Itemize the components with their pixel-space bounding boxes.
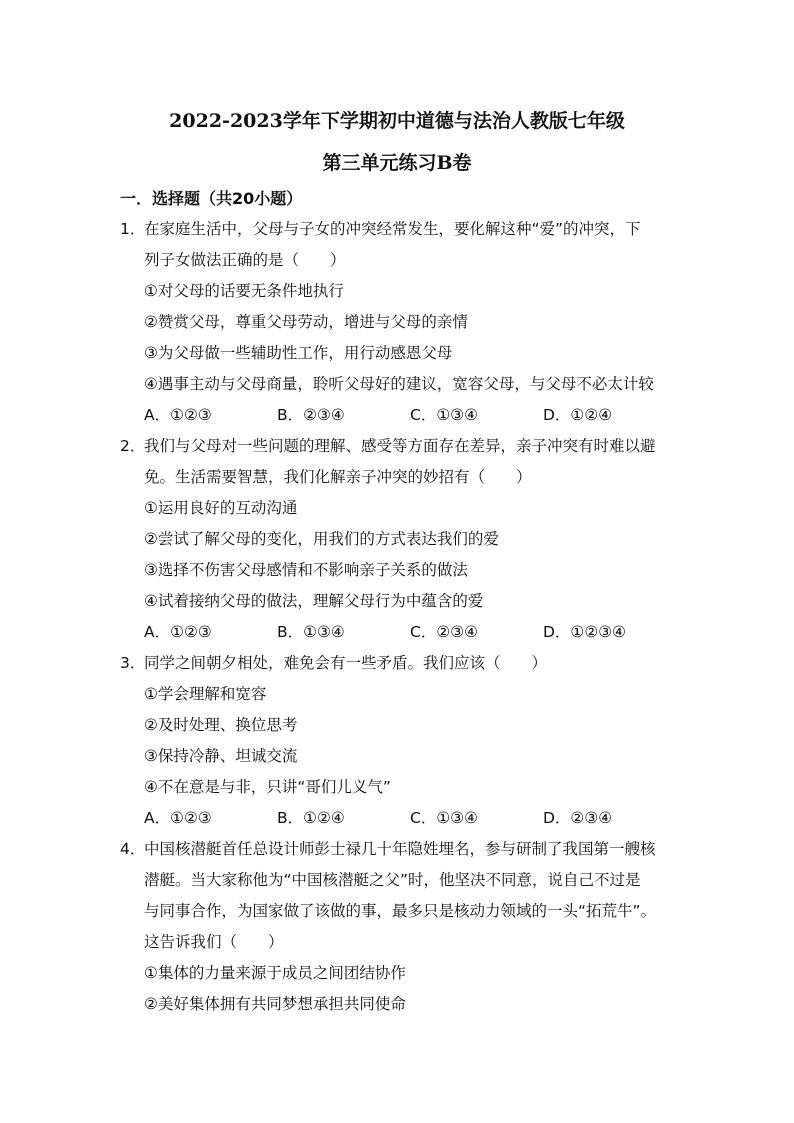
question-stem-text: 我们与父母对一些问题的理解、感受等方面存在差异，亲子冲突有时难以避	[144, 437, 656, 455]
answer-option-b[interactable]: B．①②④	[277, 809, 345, 827]
question-stem-text: 在家庭生活中，父母与子女的冲突经常发生，要化解这种“爱”的冲突，下	[144, 220, 641, 238]
question-stem-line	[120, 214, 680, 245]
answer-option-b[interactable]: B．②③④	[277, 406, 345, 424]
question-2	[120, 431, 680, 648]
statement-item: ①学会理解和宽容	[144, 685, 267, 703]
question-stem-line	[120, 927, 680, 958]
document-title: 2022-2023学年下学期初中道德与法治人教版七年级	[169, 110, 625, 132]
statement-item: ④试着接纳父母的做法，理解父母行为中蕴含的爱	[144, 592, 484, 610]
question-stem-text: 潜艇。当大家称他为“中国核潜艇之父”时，他坚决不同意，说自己不过是	[144, 871, 641, 889]
answer-choices	[120, 617, 680, 648]
answer-choices	[120, 400, 680, 431]
statement-item: ④不在意是与非，只讲“哥们儿义气”	[144, 778, 391, 796]
question-number: 1．	[120, 220, 146, 238]
question-stem-line	[120, 834, 680, 865]
answer-choices	[120, 803, 680, 834]
statement-item: ②尝试了解父母的变化，用我们的方式表达我们的爱	[144, 530, 499, 548]
statement-item: ③选择不伤害父母感情和不影响亲子关系的做法	[144, 561, 468, 579]
question-stem-text: 与同事合作，为国家做了该做的事，最多只是核动力领域的一头“拓荒牛”。	[144, 902, 657, 920]
document-subtitle: 第三单元练习B卷	[322, 152, 472, 174]
statement-item: ④遇事主动与父母商量，聆听父母好的建议，宽容父母，与父母不必太计较	[144, 375, 654, 393]
answer-option-b[interactable]: B．①③④	[277, 623, 345, 641]
question-3	[120, 648, 680, 834]
answer-option-d[interactable]: D．①②④	[543, 406, 613, 424]
question-stem-text: 免。生活需要智慧，我们化解亲子冲突的妙招有（ ）	[144, 468, 532, 486]
question-list	[120, 214, 680, 1020]
question-stem-text: 同学之间朝夕相处，难免会有一些矛盾。我们应该（ ）	[144, 654, 548, 672]
question-number: 4．	[120, 840, 146, 858]
answer-option-c[interactable]: C．②③④	[410, 623, 479, 641]
answer-option-c[interactable]: C．①③④	[410, 406, 479, 424]
question-number: 3．	[120, 654, 146, 672]
section-heading: 一．选择题（共20小题）	[120, 189, 303, 208]
question-stem-text: 中国核潜艇首任总设计师彭士禄几十年隐姓埋名，参与研制了我国第一艘核	[144, 840, 656, 858]
answer-option-d[interactable]: D．②③④	[543, 809, 613, 827]
question-number: 2．	[120, 437, 146, 455]
statement-item: ①对父母的话要无条件地执行	[144, 282, 344, 300]
question-4	[120, 834, 680, 1020]
question-stem-line	[120, 431, 680, 462]
statement-item: ②赞赏父母，尊重父母劳动，增进与父母的亲情	[144, 313, 468, 331]
question-stem-line	[120, 896, 680, 927]
question-stem-text: 这告诉我们（ ）	[144, 933, 284, 951]
statement-item: ①运用良好的互动沟通	[144, 499, 298, 517]
statement-item: ①集体的力量来源于成员之间团结协作	[144, 964, 406, 982]
answer-option-a[interactable]: A．①②③	[144, 406, 212, 424]
statement-item: ③保持冷静、坦诚交流	[144, 747, 298, 765]
answer-option-a[interactable]: A．①②③	[144, 809, 212, 827]
statement-item: ③为父母做一些辅助性工作，用行动感恩父母	[144, 344, 453, 362]
question-1	[120, 214, 680, 431]
answer-option-a[interactable]: A．①②③	[144, 623, 212, 641]
question-stem-text: 列子女做法正确的是（ ）	[144, 251, 346, 269]
question-stem-line	[120, 648, 680, 679]
question-stem-line	[120, 245, 680, 276]
statement-item: ②美好集体拥有共同梦想承担共同使命	[144, 995, 406, 1013]
question-stem-line	[120, 462, 680, 493]
answer-option-c[interactable]: C．①③④	[410, 809, 479, 827]
answer-option-d[interactable]: D．①②③④	[543, 623, 627, 641]
statement-item: ②及时处理、换位思考	[144, 716, 298, 734]
question-stem-line	[120, 865, 680, 896]
